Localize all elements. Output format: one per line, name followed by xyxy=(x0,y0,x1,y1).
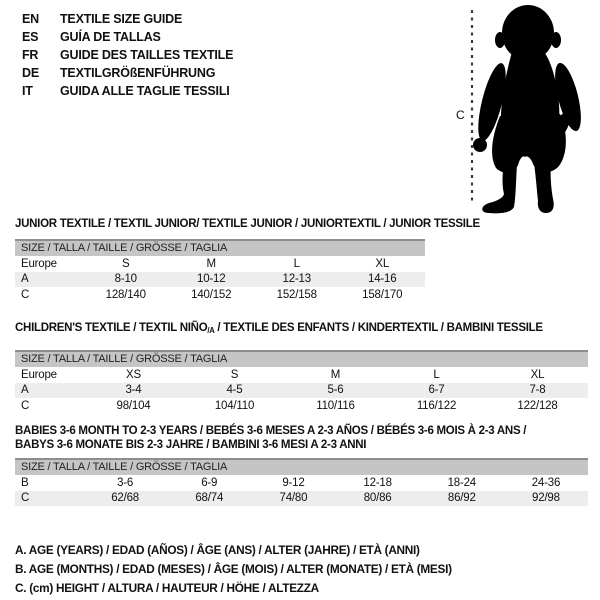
table-row xyxy=(15,475,588,491)
table-title-segment: BABIES 3-6 MONTH TO 2-3 YEARS / BEBÉS 3-6 MESES A 2-3 AÑOS / BÉBÉS 3-6 MOIS À 2-3 ANS / xyxy=(15,423,527,437)
table-cell: 104/110 xyxy=(214,399,255,412)
table-row xyxy=(15,383,588,399)
table-title-line xyxy=(15,437,565,451)
table-cell: 86/92 xyxy=(447,492,476,505)
row-label-cell: A xyxy=(21,384,29,397)
language-row xyxy=(22,64,233,82)
table-row xyxy=(15,256,425,272)
table-cell: 140/152 xyxy=(191,288,232,301)
language-title: TEXTILE SIZE GUIDE xyxy=(60,12,183,26)
language-code: IT xyxy=(22,84,33,98)
language-code: DE xyxy=(22,66,39,80)
language-header xyxy=(22,10,233,100)
table-title-line xyxy=(15,216,480,230)
language-row xyxy=(22,82,233,100)
table-row xyxy=(15,272,425,288)
table-cell: 6-7 xyxy=(428,384,445,397)
table-cell: 110/116 xyxy=(316,399,355,412)
row-label-cell: B xyxy=(21,476,29,489)
table-title-segment: JUNIOR TEXTILE / TEXTIL JUNIOR/ TEXTILE JUNIOR / JUNIORTEXTIL / JUNIOR TESSILE xyxy=(15,216,480,230)
row-label-cell: Europe xyxy=(21,257,57,270)
language-title: GUÍA DE TALLAS xyxy=(60,30,161,44)
table-row xyxy=(15,491,588,507)
language-code: ES xyxy=(22,30,39,44)
table-row xyxy=(15,287,425,303)
table-cell: 3-4 xyxy=(125,384,142,397)
legend-line: C. (cm) HEIGHT / ALTURA / HAUTEUR / HÖHE / ALTEZZA xyxy=(15,581,319,595)
size-header-bar: SIZE / TALLA / TAILLE / GRÖSSE / TAGLIA xyxy=(15,350,588,367)
table-title-segment: /A xyxy=(207,326,215,335)
table-children xyxy=(15,320,588,414)
table-cell: 74/80 xyxy=(279,492,308,505)
table-cell: 68/74 xyxy=(195,492,224,505)
table-cell: S xyxy=(122,257,130,270)
table-cell: 18-24 xyxy=(447,476,476,489)
table-cell: 122/128 xyxy=(517,399,558,412)
table-title xyxy=(15,423,588,451)
table-cell: 12-18 xyxy=(363,476,392,489)
language-code: FR xyxy=(22,48,39,62)
toddler-silhouette xyxy=(473,5,587,213)
figure-label: C xyxy=(456,108,465,122)
table-cell: L xyxy=(433,368,440,381)
table-cell: 9-12 xyxy=(282,476,305,489)
table-junior xyxy=(15,216,480,303)
legend-line: A. AGE (YEARS) / EDAD (AÑOS) / ÂGE (ANS) / ALTER (JAHRE) / ETÀ (ANNI) xyxy=(15,543,420,557)
table-row xyxy=(15,367,588,383)
table-cell: 4-5 xyxy=(226,384,243,397)
table-cell: 14-16 xyxy=(368,273,397,286)
row-label-cell: Europe xyxy=(21,368,57,381)
table-title xyxy=(15,320,588,338)
language-title: GUIDA ALLE TAGLIE TESSILI xyxy=(60,84,230,98)
table-title-line xyxy=(15,320,565,338)
table-title-segment: CHILDREN'S TEXTILE / TEXTIL NIÑO xyxy=(15,320,208,334)
table-cell: 8-10 xyxy=(114,273,137,286)
language-title: TEXTILGRÖßENFÜHRUNG xyxy=(60,66,216,80)
size-header-bar: SIZE / TALLA / TAILLE / GRÖSSE / TAGLIA xyxy=(15,239,425,256)
table-cell: 98/104 xyxy=(116,399,151,412)
table-cell: 6-9 xyxy=(201,476,218,489)
language-code: EN xyxy=(22,12,39,26)
language-title: GUIDE DES TAILLES TEXTILE xyxy=(60,48,234,62)
table-title-segment: BABYS 3-6 MONATE BIS 2-3 JAHRE / BAMBINI 3-6 MESI A 2-3 ANNI xyxy=(15,437,367,451)
table-title-segment: / TEXTILE DES ENFANTS / KINDERTEXTIL / BAMBINI TESSILE xyxy=(214,320,543,334)
row-label-cell: C xyxy=(21,492,30,505)
table-cell: 5-6 xyxy=(327,384,344,397)
row-label-cell: C xyxy=(21,288,30,301)
table-cell: M xyxy=(206,257,216,270)
table-cell: XL xyxy=(530,368,545,381)
table-cell: L xyxy=(293,257,300,270)
table-cell: M xyxy=(330,368,341,381)
table-row xyxy=(15,398,588,414)
toddler-silhouette-svg xyxy=(452,2,598,216)
table-cell: 80/86 xyxy=(363,492,392,505)
table-cell: XL xyxy=(375,257,390,270)
table-cell: 128/140 xyxy=(105,288,146,301)
table-cell: 7-8 xyxy=(529,384,546,397)
row-label-cell: A xyxy=(21,273,29,286)
language-row xyxy=(22,28,233,46)
table-cell: 158/170 xyxy=(362,288,403,301)
table-cell: 92/98 xyxy=(532,492,560,505)
table-title xyxy=(15,216,480,230)
table-cell: 10-12 xyxy=(197,273,226,286)
language-row xyxy=(22,46,233,64)
table-cell: 3-6 xyxy=(117,476,134,489)
table-cell: 116/122 xyxy=(416,399,457,412)
figure-toddler xyxy=(452,2,598,216)
size-header-bar: SIZE / TALLA / TAILLE / GRÖSSE / TAGLIA xyxy=(15,458,588,475)
table-cell: 62/68 xyxy=(111,492,139,505)
table-cell: S xyxy=(230,368,239,381)
table-cell: 24-36 xyxy=(531,476,561,489)
table-title-line xyxy=(15,423,565,437)
table-cell: 12-13 xyxy=(282,273,311,286)
table-cell: 152/158 xyxy=(276,288,317,301)
table-cell: XS xyxy=(126,368,141,381)
row-label-cell: C xyxy=(21,399,30,412)
language-row xyxy=(22,10,233,28)
legend xyxy=(15,541,470,598)
legend-line: B. AGE (MONTHS) / EDAD (MESES) / ÂGE (MOIS) / ALTER (MONATE) / ETÀ (MESI) xyxy=(15,562,452,576)
table-babies xyxy=(15,423,588,506)
